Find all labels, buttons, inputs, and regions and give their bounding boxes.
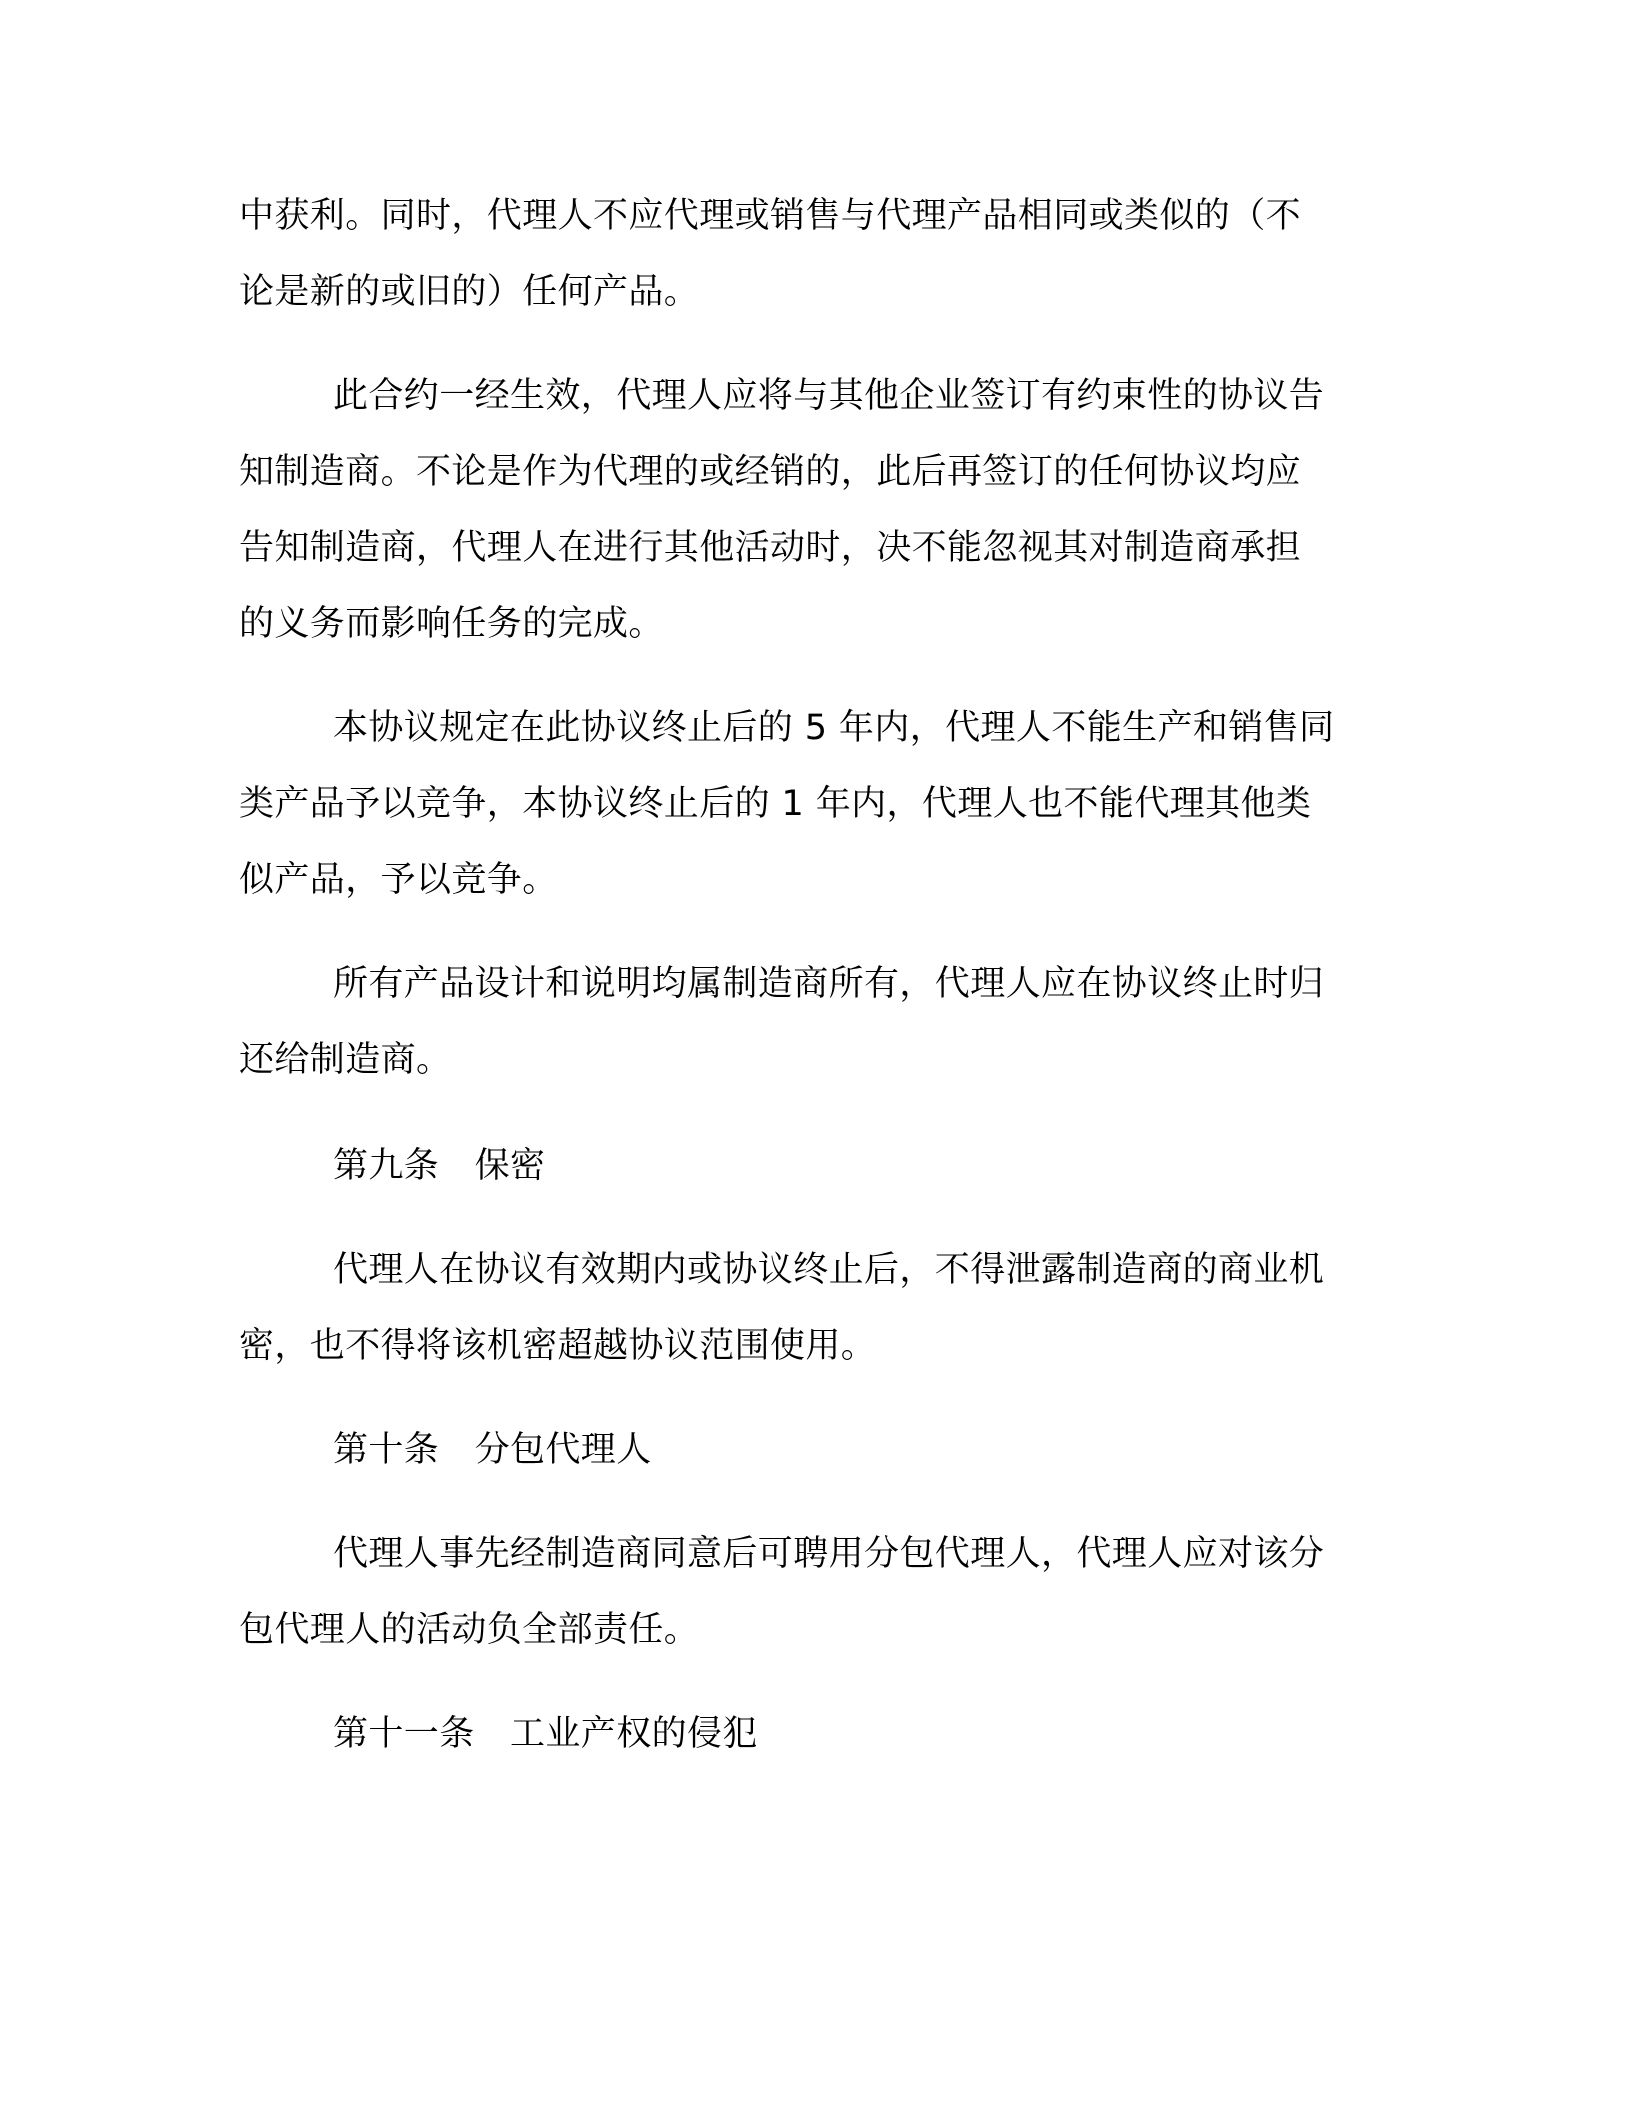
paragraph-line: 还给制造商。 [239, 1040, 452, 1080]
article-heading: 第九条 保密 [333, 1146, 546, 1186]
paragraph-line: 本协议规定在此协议终止后的 5 年内，代理人不能生产和销售同 [333, 708, 1335, 748]
paragraph-line: 似产品，予以竞争。 [239, 860, 558, 900]
paragraph-line: 告知制造商，代理人在进行其他活动时，决不能忽视其对制造商承担 [239, 528, 1302, 568]
paragraph-line: 代理人在协议有效期内或协议终止后，不得泄露制造商的商业机 [333, 1250, 1325, 1290]
article-heading: 第十条 分包代理人 [333, 1430, 652, 1470]
paragraph-line: 类产品予以竞争，本协议终止后的 1 年内，代理人也不能代理其他类 [239, 784, 1312, 824]
paragraph-line: 密，也不得将该机密超越协议范围使用。 [239, 1326, 877, 1366]
article-heading: 第十一条 工业产权的侵犯 [333, 1714, 758, 1754]
paragraph-line: 此合约一经生效，代理人应将与其他企业签订有约束性的协议告 [333, 376, 1325, 416]
paragraph-line: 代理人事先经制造商同意后可聘用分包代理人，代理人应对该分 [333, 1534, 1325, 1574]
paragraph-line: 所有产品设计和说明均属制造商所有，代理人应在协议终止时归 [333, 964, 1325, 1004]
paragraph-line: 包代理人的活动负全部责任。 [239, 1610, 700, 1650]
paragraph-line: 中获利。同时，代理人不应代理或销售与代理产品相同或类似的（不 [239, 196, 1302, 236]
paragraph-line: 的义务而影响任务的完成。 [239, 604, 664, 644]
paragraph-line: 论是新的或旧的）任何产品。 [239, 272, 700, 312]
paragraph-line: 知制造商。不论是作为代理的或经销的，此后再签订的任何协议均应 [239, 452, 1302, 492]
